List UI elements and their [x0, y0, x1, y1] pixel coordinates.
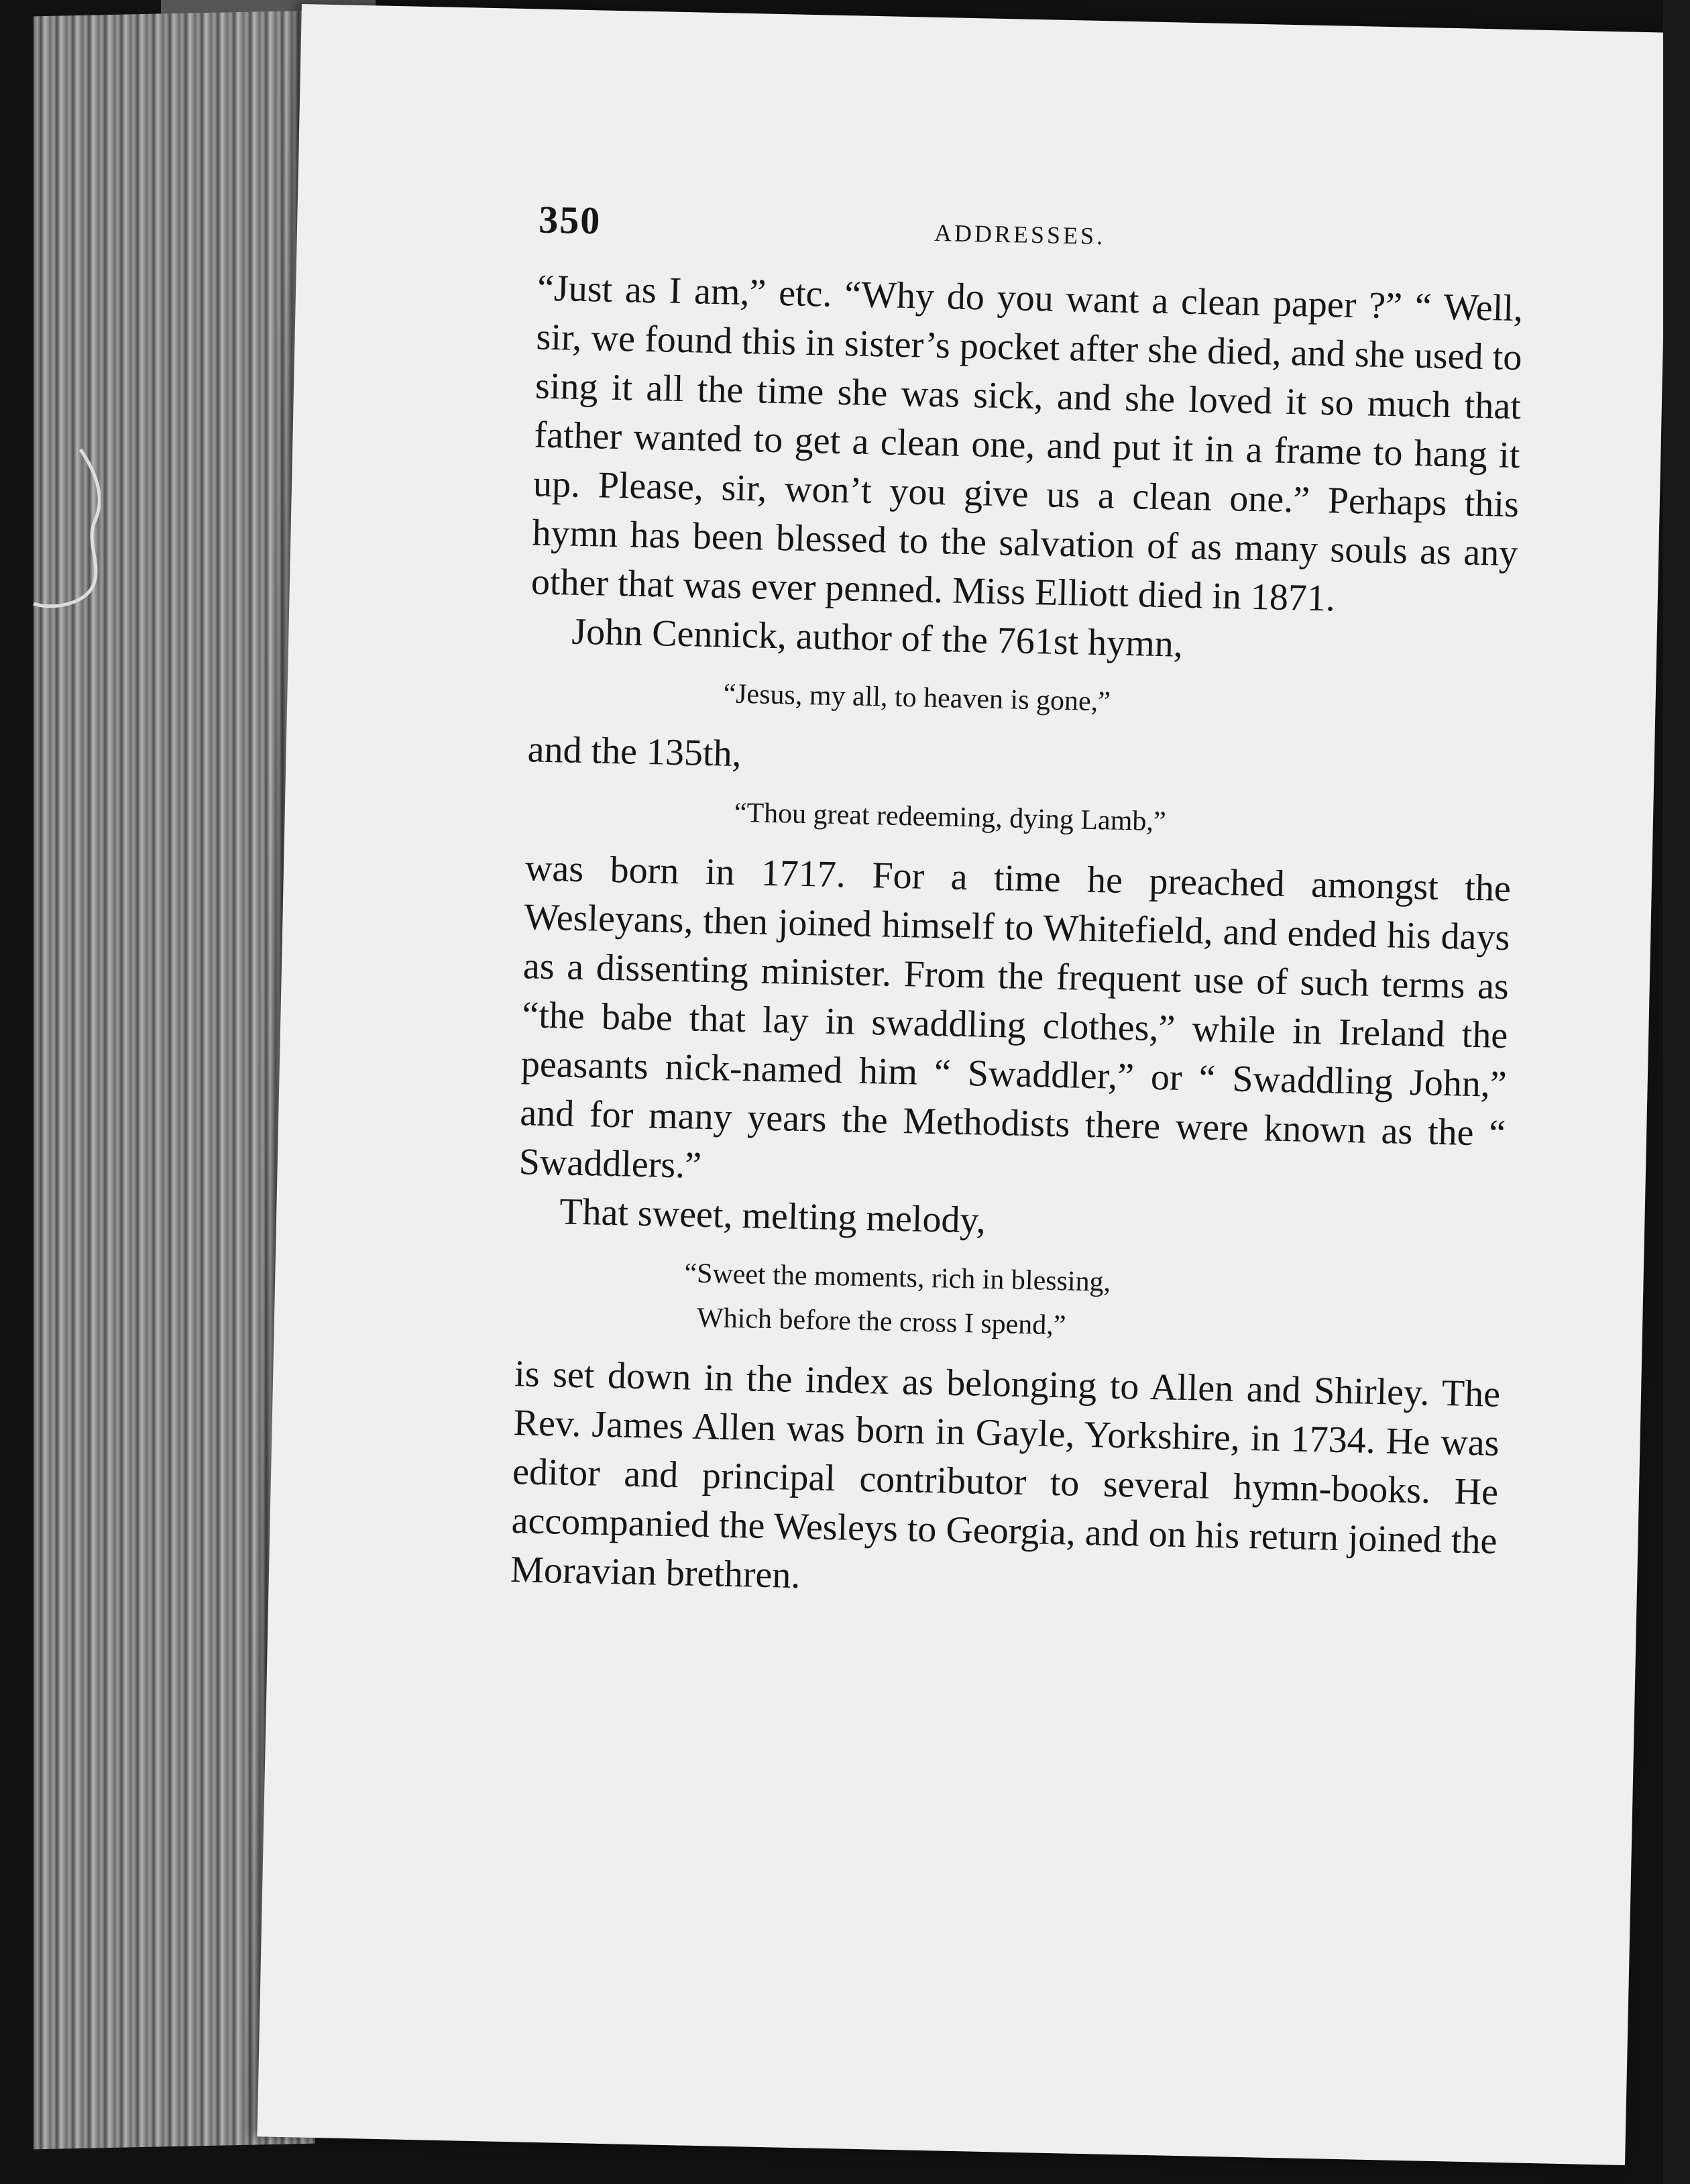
paragraph-allen: is set down in the index as belonging to Allen and Shirley. The Rev. James Allen was born in Gayle, Yorkshire, in 1734. He was editor and principal contributor to several hymn-books. He accompanied the Wesleys to Georgia, and on his return joined the Moravian brethren.	[510, 1353, 1501, 1597]
paragraph-cennick-intro: John Cennick, author of the 761st hymn,	[571, 610, 1184, 665]
page-content	[510, 197, 1524, 1615]
paragraph-135th: and the 135th,	[527, 728, 742, 775]
page-number: 350	[538, 197, 602, 243]
verse-quote	[528, 667, 1515, 732]
paragraph-cennick-bio: was born in 1717. For a time he preached amongst the Wesleyans, then joined himself to Whitefield, and ended his days as a dissenting minister. From the frequent use of such terms as “the babe that lay in swaddling clothes,” while in Ireland the peasants nick-named him “ Swaddler,” or “ Swaddling John,” and for many years the Methodists there were known as the “ Swaddlers.”	[518, 847, 1512, 1187]
verse-line: “Sweet the moments, rich in blessing,	[684, 1258, 1111, 1298]
paragraph-melody-intro: That sweet, melting melody,	[559, 1191, 987, 1242]
verse-quote	[515, 1248, 1502, 1357]
verse-line: Which before the cross I spend,”	[696, 1302, 1066, 1342]
running-head: ADDRESSES.	[934, 219, 1106, 250]
verse-line: “Thou great redeeming, dying Lamb,”	[734, 797, 1166, 838]
scan-border	[1663, 0, 1690, 2184]
verse-line: “Jesus, my all, to heaven is gone,”	[723, 678, 1111, 718]
book-page	[257, 4, 1669, 2165]
verse-quote	[526, 786, 1512, 851]
film-scratch	[27, 443, 101, 617]
paragraph-elliott: “Just as I am,” etc. “Why do you want a clean paper ?” “ Well, sir, we found this in sister’s pocket after she died, and she used to sing it all the time she was sick, and she loved it so much that father wanted to get a clean one, and put it in a frame to hang it up. Please, sir, won’t you give us a clean one.” Perhaps this hymn has been blessed to the salvation of as many souls as any other that was ever penned. Miss Elliott died in 1871.	[530, 267, 1524, 620]
